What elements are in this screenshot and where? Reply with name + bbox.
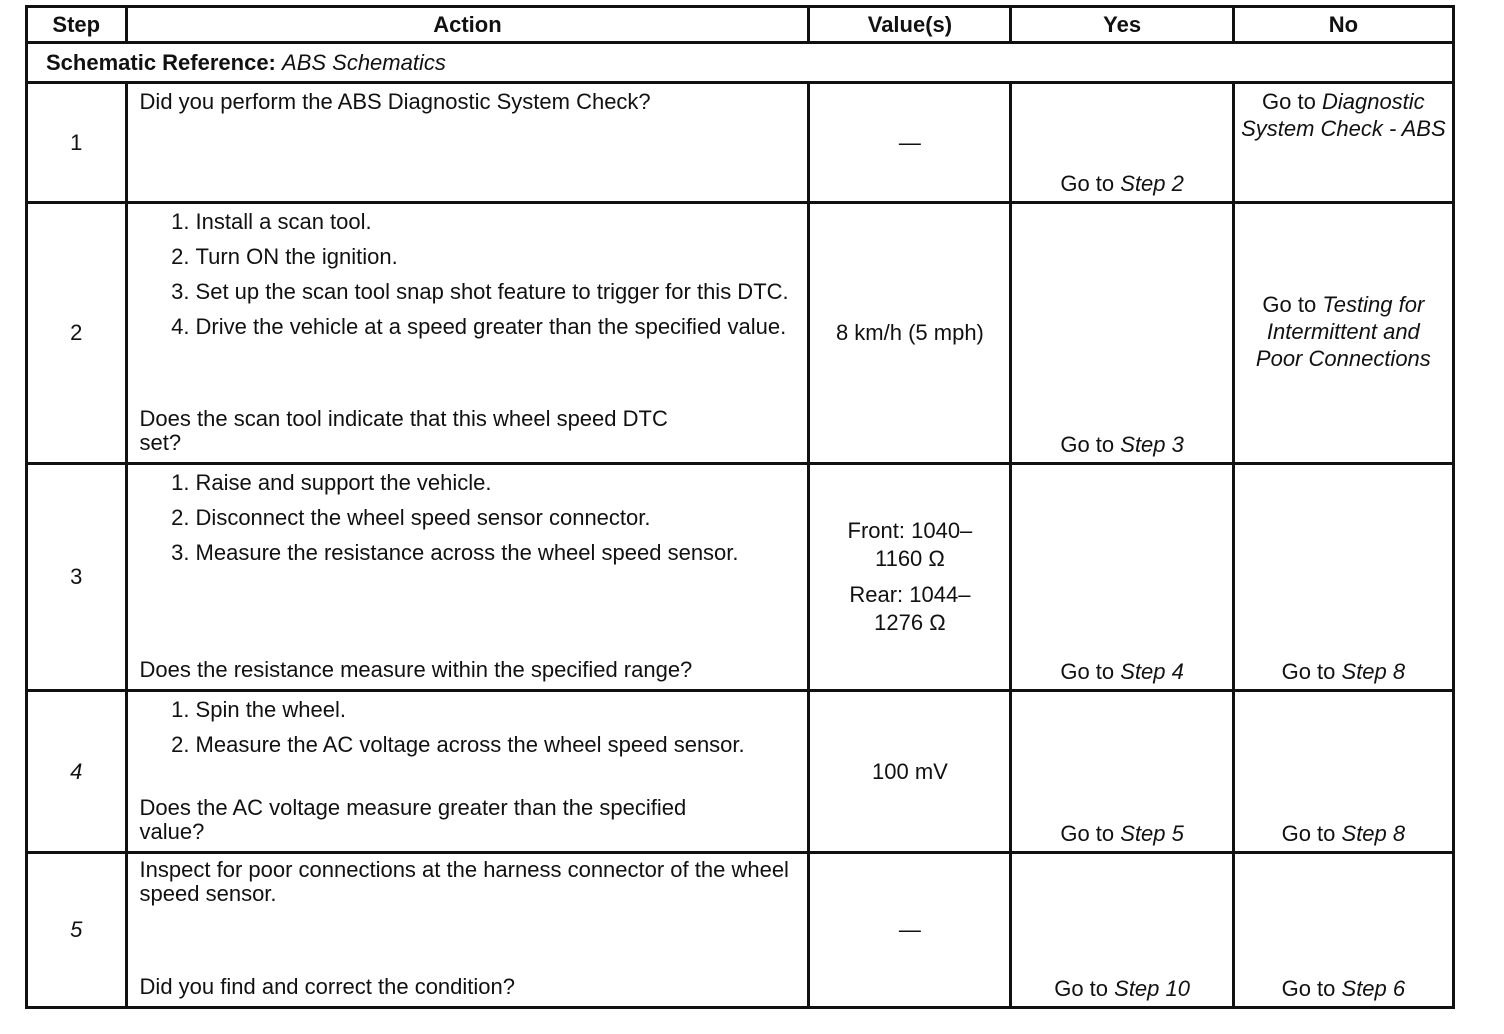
step-number: 4 (27, 691, 127, 853)
list-item: 1. Install a scan tool. (196, 208, 798, 235)
no-prefix: Go to (1281, 976, 1336, 1001)
no-prefix: Go to (1281, 659, 1336, 684)
header-no: No (1233, 7, 1453, 43)
value-cell: — (809, 83, 1011, 203)
yes-ref: Step 4 (1120, 659, 1184, 684)
step-number: 5 (27, 853, 127, 1008)
value-cell: — (809, 853, 1011, 1008)
yes-ref: Step 2 (1120, 171, 1184, 196)
no-cell (1233, 464, 1453, 691)
list-item: 1. Spin the wheel. (196, 696, 798, 723)
yes-cell (1011, 853, 1233, 1008)
value-cell (809, 464, 1011, 691)
yes-cell (1011, 83, 1233, 203)
list-item: 3. Set up the scan tool snap shot feature to trigger for this DTC. (196, 278, 798, 305)
yes-prefix: Go to (1060, 432, 1115, 457)
no-ref: Step 6 (1341, 976, 1406, 1001)
table-row (27, 203, 1454, 464)
list-item: 3. Measure the resistance across the wheel speed sensor. (196, 539, 798, 566)
action-question: Does the scan tool indicate that this wheel speed DTC set? (139, 406, 668, 455)
step-number: 1 (27, 83, 127, 203)
yes-cell (1011, 691, 1233, 853)
action-list (140, 208, 798, 348)
table-row (27, 464, 1454, 691)
schematic-reference (27, 43, 1454, 83)
action-cell (126, 691, 809, 853)
no-ref: Step 8 (1341, 659, 1406, 684)
header-step: Step (27, 7, 127, 43)
value-cell: 100 mV (809, 691, 1011, 853)
action-question: Did you find and correct the condition? (139, 974, 515, 999)
header-action: Action (126, 7, 809, 43)
action-cell (126, 464, 809, 691)
list-item: 1. Raise and support the vehicle. (196, 469, 798, 496)
action-cell (126, 853, 809, 1008)
yes-prefix: Go to (1060, 659, 1115, 684)
no-cell (1233, 83, 1453, 203)
value-rear: Rear: 1044–1276 Ω (849, 582, 971, 635)
action-list (140, 469, 798, 574)
list-item: 2. Measure the AC voltage across the wheel speed sensor. (196, 731, 798, 758)
action-question: Does the AC voltage measure greater than the specified value? (139, 795, 687, 844)
no-cell (1233, 203, 1453, 464)
action-text: Inspect for poor connections at the harness connector of the wheel speed sensor. (139, 857, 789, 906)
list-item: 2. Disconnect the wheel speed sensor connector. (196, 504, 798, 531)
yes-ref: Step 10 (1114, 976, 1190, 1001)
list-item: 2. Turn ON the ignition. (196, 243, 798, 270)
no-ref: Step 8 (1341, 821, 1406, 846)
step-number: 2 (27, 203, 127, 464)
action-question: Does the resistance measure within the specified range? (139, 657, 693, 682)
no-ref: Diagnostic System Check - ABS (1241, 89, 1446, 141)
table-row (27, 691, 1454, 853)
yes-cell (1011, 464, 1233, 691)
action-cell (126, 203, 809, 464)
no-prefix: Go to (1262, 291, 1317, 317)
no-cell (1233, 853, 1453, 1008)
yes-prefix: Go to (1060, 821, 1115, 846)
schematic-row (27, 43, 1454, 83)
schematic-link: ABS Schematics (282, 49, 446, 75)
no-prefix: Go to (1281, 821, 1336, 846)
yes-ref: Step 3 (1120, 432, 1184, 457)
diagnostic-table (25, 5, 1455, 1009)
list-item: 4. Drive the vehicle at a speed greater than the specified value. (196, 313, 798, 340)
header-yes: Yes (1011, 7, 1233, 43)
schematic-label: Schematic Reference: (46, 49, 276, 75)
no-prefix: Go to (1262, 89, 1316, 114)
step-number: 3 (27, 464, 127, 691)
header-values: Value(s) (809, 7, 1011, 43)
table-row (27, 83, 1454, 203)
yes-prefix: Go to (1054, 976, 1109, 1001)
value-cell: 8 km/h (5 mph) (809, 203, 1011, 464)
header-row (27, 7, 1454, 43)
yes-cell (1011, 203, 1233, 464)
no-cell (1233, 691, 1453, 853)
action-list (140, 696, 798, 766)
value-front: Front: 1040–1160 Ω (847, 518, 973, 571)
action-cell (126, 83, 809, 203)
action-text: Did you perform the ABS Diagnostic System Check? (139, 89, 651, 114)
yes-prefix: Go to (1060, 171, 1115, 196)
table-row (27, 853, 1454, 1008)
yes-ref: Step 5 (1120, 821, 1184, 846)
no-ref: Testing for Intermittent and Poor Connections (1255, 291, 1431, 371)
